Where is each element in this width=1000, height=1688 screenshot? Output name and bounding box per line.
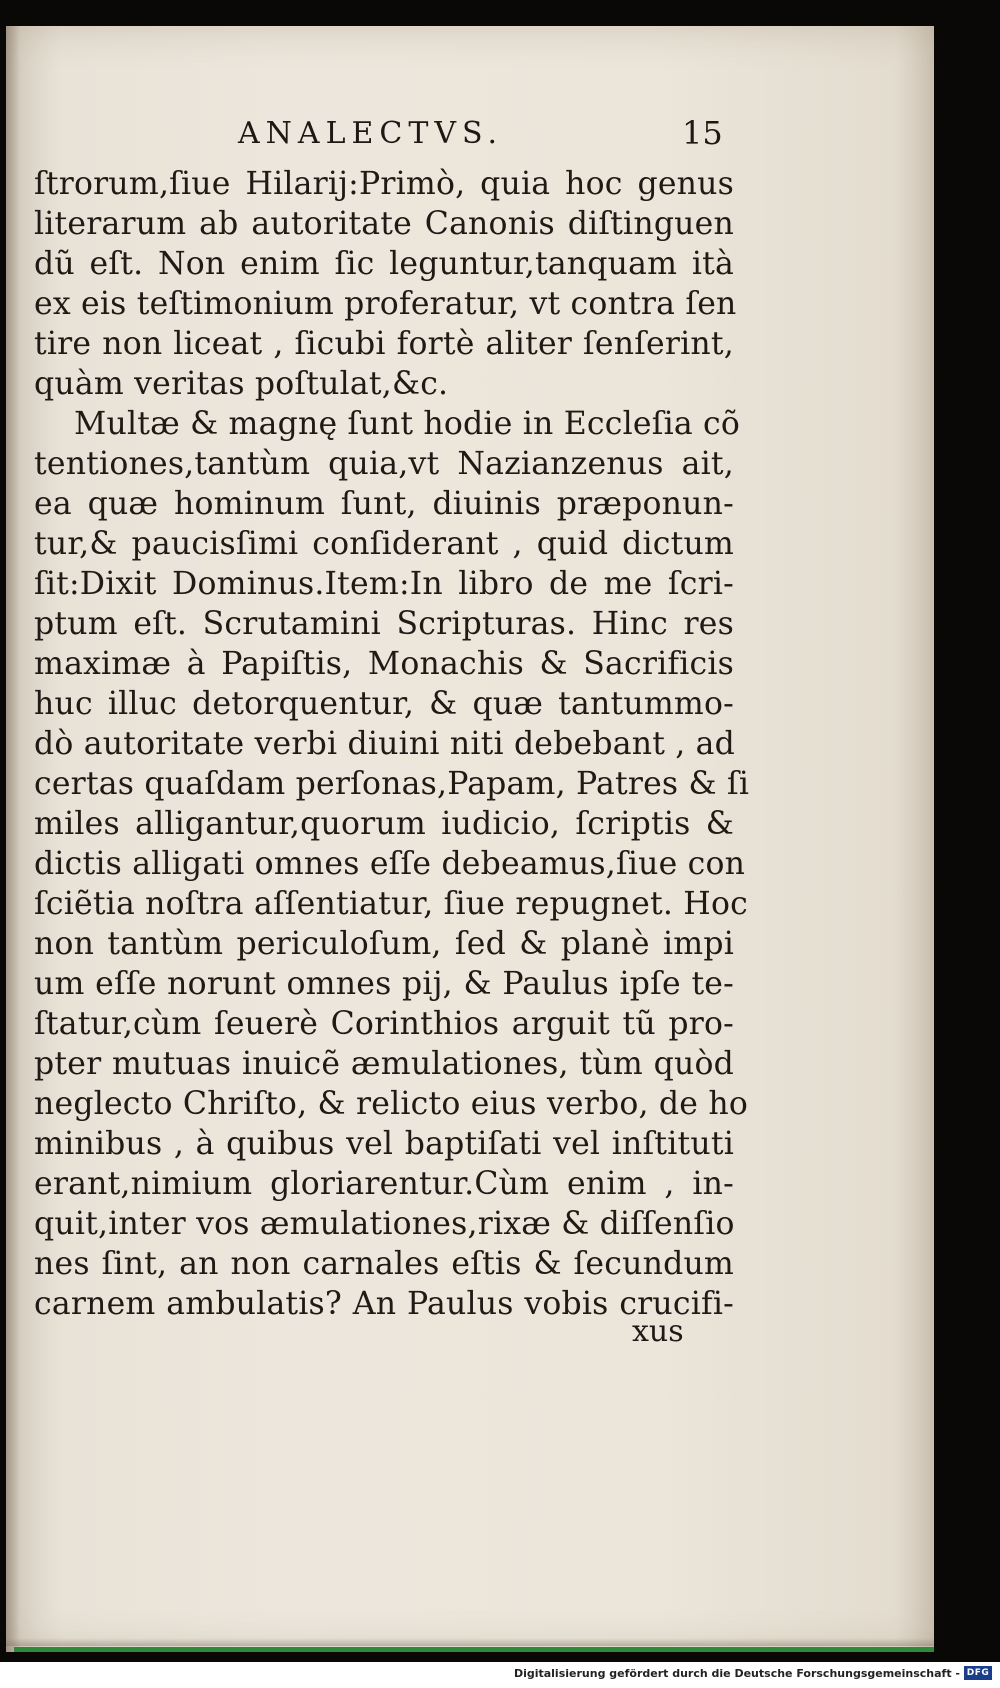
text-line: dictis alligati omnes eſſe debeamus,ſiue con (34, 846, 746, 882)
book-page (6, 26, 934, 1652)
gutter-shadow (6, 26, 20, 1652)
text-line: dũ eſt. Non enim ſic leguntur,tanquam ità (34, 246, 734, 282)
text-line: minibus , à quibus vel baptiſati vel inſtituti (34, 1126, 734, 1162)
text-block (34, 164, 750, 1324)
dfg-logo-icon: DFG (964, 1666, 992, 1680)
text-line: ſtatur,cùm ſeuerè Corinthios arguit tũ pro- (34, 1006, 734, 1042)
text-line: erant,nimium gloriarentur.Cùm enim , in- (34, 1166, 734, 1202)
text-line: quàm veritas poſtulat,&c. (34, 366, 449, 402)
page-number: 15 (682, 114, 723, 152)
funding-credit: Digitalisierung gefördert durch die Deutsche Forschungsgemeinschaft - (513, 1667, 960, 1680)
text-line: huc illuc detorquentur, & quæ tantummo- (34, 686, 734, 722)
text-line: um eſſe norunt omnes pij, & Paulus ipſe te- (34, 966, 734, 1002)
text-line: ptum eſt. Scrutamini Scripturas. Hinc res (34, 606, 734, 642)
text-line: literarum ab autoritate Canonis diſtinguen (34, 206, 734, 242)
paragraph-start-line: Multæ & magnę ſunt hodie in Eccleſia cõ (74, 406, 741, 442)
text-line: miles alligantur,quorum iudicio, ſcriptis & (34, 806, 734, 842)
text-line: dò autoritate verbi diuini niti debebant , ad (34, 726, 736, 762)
running-head: ANALECTVS. (238, 116, 504, 151)
text-line: non tantùm periculoſum, ſed & planè impi (34, 926, 734, 962)
page-header (6, 106, 934, 156)
text-line: certas quaſdam perſonas,Papam, Patres & ſi (34, 766, 750, 802)
digitization-footer (0, 1662, 1000, 1688)
text-line: ſciẽtia noſtra aſſentiatur, ſiue repugnet. Hoc (34, 886, 748, 922)
text-line: neglecto Chriſto, & relicto eius verbo, de ho (34, 1086, 748, 1122)
page-bottom-stripe (14, 1647, 934, 1652)
text-line: ſtrorum,ſiue Hilarij:Primò, quia hoc genus (34, 166, 734, 202)
text-line: tire non liceat , ſicubi fortè aliter ſenſerint, (34, 326, 734, 362)
text-line: ex eis teſtimonium proferatur, vt contra ſen (34, 286, 737, 322)
text-line: carnem ambulatis? An Paulus vobis crucifi- (34, 1286, 734, 1322)
text-line: pter mutuas inuicẽ æmulationes, tùm quòd (34, 1046, 734, 1082)
page-bottom-edge (6, 1638, 934, 1646)
text-line: quit,inter vos æmulationes,rixæ & diſſenſio (34, 1206, 735, 1242)
text-line: nes ſint, an non carnales eſtis & ſecundum (34, 1246, 734, 1282)
text-line: maximæ à Papiſtis, Monachis & Sacrificis (34, 646, 734, 682)
text-line: ſit:Dixit Dominus.Item:In libro de me ſcri- (34, 566, 734, 602)
text-line: tentiones,tantùm quia,vt Nazianzenus ait, (34, 446, 734, 482)
text-line: ea quæ hominum ſunt, diuinis præponun- (34, 486, 734, 522)
text-line: tur,& paucisſimi conſiderant , quid dictum (34, 526, 734, 562)
catchword: xus (632, 1314, 684, 1349)
